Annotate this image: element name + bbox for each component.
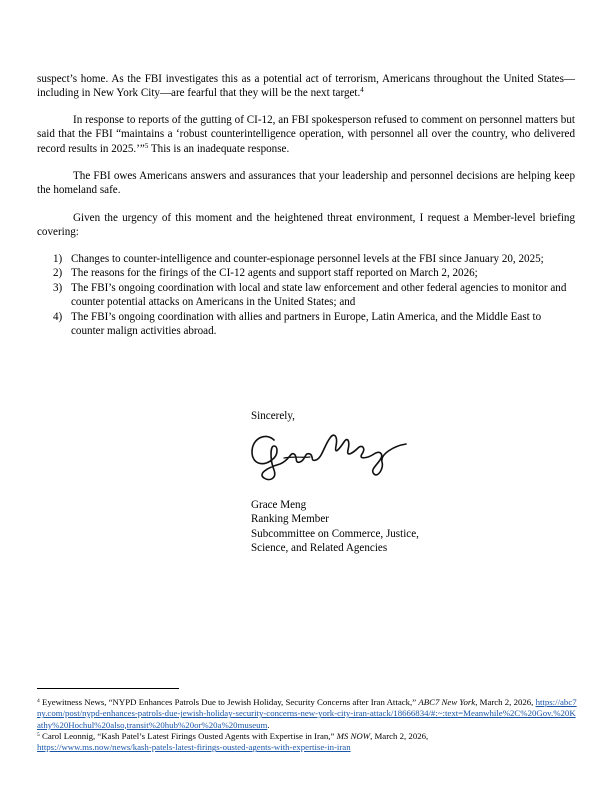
- list-item: [37, 252, 577, 266]
- list-item-text: Changes to counter-intelligence and counter-espionage personnel levels at the FBI since January 20, 2025;: [71, 253, 544, 265]
- briefing-topics-list: [37, 252, 577, 338]
- closing: Sincerely,: [251, 410, 295, 422]
- list-number: 1): [53, 253, 63, 265]
- footnote-divider: [37, 688, 179, 689]
- paragraph-threat: [37, 72, 575, 101]
- list-item-text: The reasons for the firings of the CI-12 agents and support staff reported on March 2, 2026;: [71, 267, 478, 280]
- list-number: 2): [53, 267, 63, 280]
- footnote-number: 4: [37, 698, 40, 704]
- paragraph-text: In response to reports of the gutting of CI-12, an FBI spokesperson refused to comment on personnel matters but said that the FBI “maintains a ‘robust counterintelligence operation, with personnel all over the country, who delivered record results in 2025.’”: [37, 114, 575, 155]
- signatory-name: Grace Meng: [251, 499, 307, 511]
- paragraph-fbi-response: [37, 113, 575, 156]
- handwritten-signature: [244, 424, 414, 484]
- paragraph-briefing-request: [37, 211, 575, 240]
- list-item-text: The FBI’s ongoing coordination with allies and partners in Europe, Latin America, and the Middle East to counter malign activities abroad.: [71, 310, 542, 338]
- paragraph-answers: [37, 169, 575, 198]
- footnote-end: .: [267, 719, 270, 730]
- footnote-source: ABC7 New York: [418, 697, 476, 707]
- footnote-text: Carol Leonnig, “Kash Patel’s Latest Firings Ousted Agents with Expertise in Iran,”: [39, 730, 337, 741]
- list-number: 3): [53, 281, 63, 294]
- paragraph-text-tail: This is an inadequate response.: [148, 142, 290, 155]
- footnote-ref-5[interactable]: 5: [144, 141, 149, 150]
- list-item: [37, 310, 577, 339]
- footnote-date: , March 2, 2026,: [370, 730, 429, 741]
- paragraph-text: Given the urgency of this moment and the heightened threat environment, I request a Member-level briefing covering:: [37, 212, 575, 239]
- signatory-title: Ranking Member: [251, 513, 329, 526]
- footnote-link[interactable]: https://www.ms.now/news/kash-patels-latest-firings-ousted-agents-with-expertise-in-iran: [37, 742, 351, 753]
- footnote-text: Eyewitness News, “NYPD Enhances Patrols Due to Jewish Holiday, Security Concerns after Iran Attack,”: [39, 697, 419, 707]
- footnotes: [37, 697, 577, 753]
- paragraph-text: The FBI owes Americans answers and assurances that your leadership and personnel decisions are helping keep the homeland safe.: [37, 170, 575, 197]
- signatory-committee-line1: Subcommittee on Commerce, Justice,: [251, 527, 419, 540]
- footnote-source: MS NOW: [336, 730, 371, 741]
- footnote-5: [37, 731, 577, 754]
- signatory-info: [251, 498, 419, 556]
- signatory-committee-line2: Science, and Related Agencies: [251, 542, 388, 555]
- footnote-link[interactable]: https://abc7ny.com/post/nypd-enhances-patrols-due-jewish-holiday-security-concerns-new-york-city-iran-attack/18666834/#:~:text=Meanwhile%2C%20Gov.%20Kathy%20Hochul%20also,transit%20hub%20or%20a%20museum: [37, 697, 577, 730]
- footnote-4: [37, 697, 577, 731]
- list-number: 4): [53, 310, 63, 323]
- list-item-text: The FBI’s ongoing coordination with local and state law enforcement and other federal agencies to monitor and counter potential attacks on Americans in the United States; and: [71, 281, 567, 309]
- footnote-date: , March 2, 2026,: [475, 697, 536, 707]
- paragraph-text: suspect’s home. As the FBI investigates this as a potential act of terrorism, Americans throughout the United States—including in New York City—are fearful that they will be the next target.: [37, 73, 575, 100]
- footnote-ref-4[interactable]: 4: [360, 86, 364, 95]
- list-item: [37, 281, 577, 310]
- footnote-number: 5: [37, 731, 40, 738]
- list-item: [37, 266, 577, 280]
